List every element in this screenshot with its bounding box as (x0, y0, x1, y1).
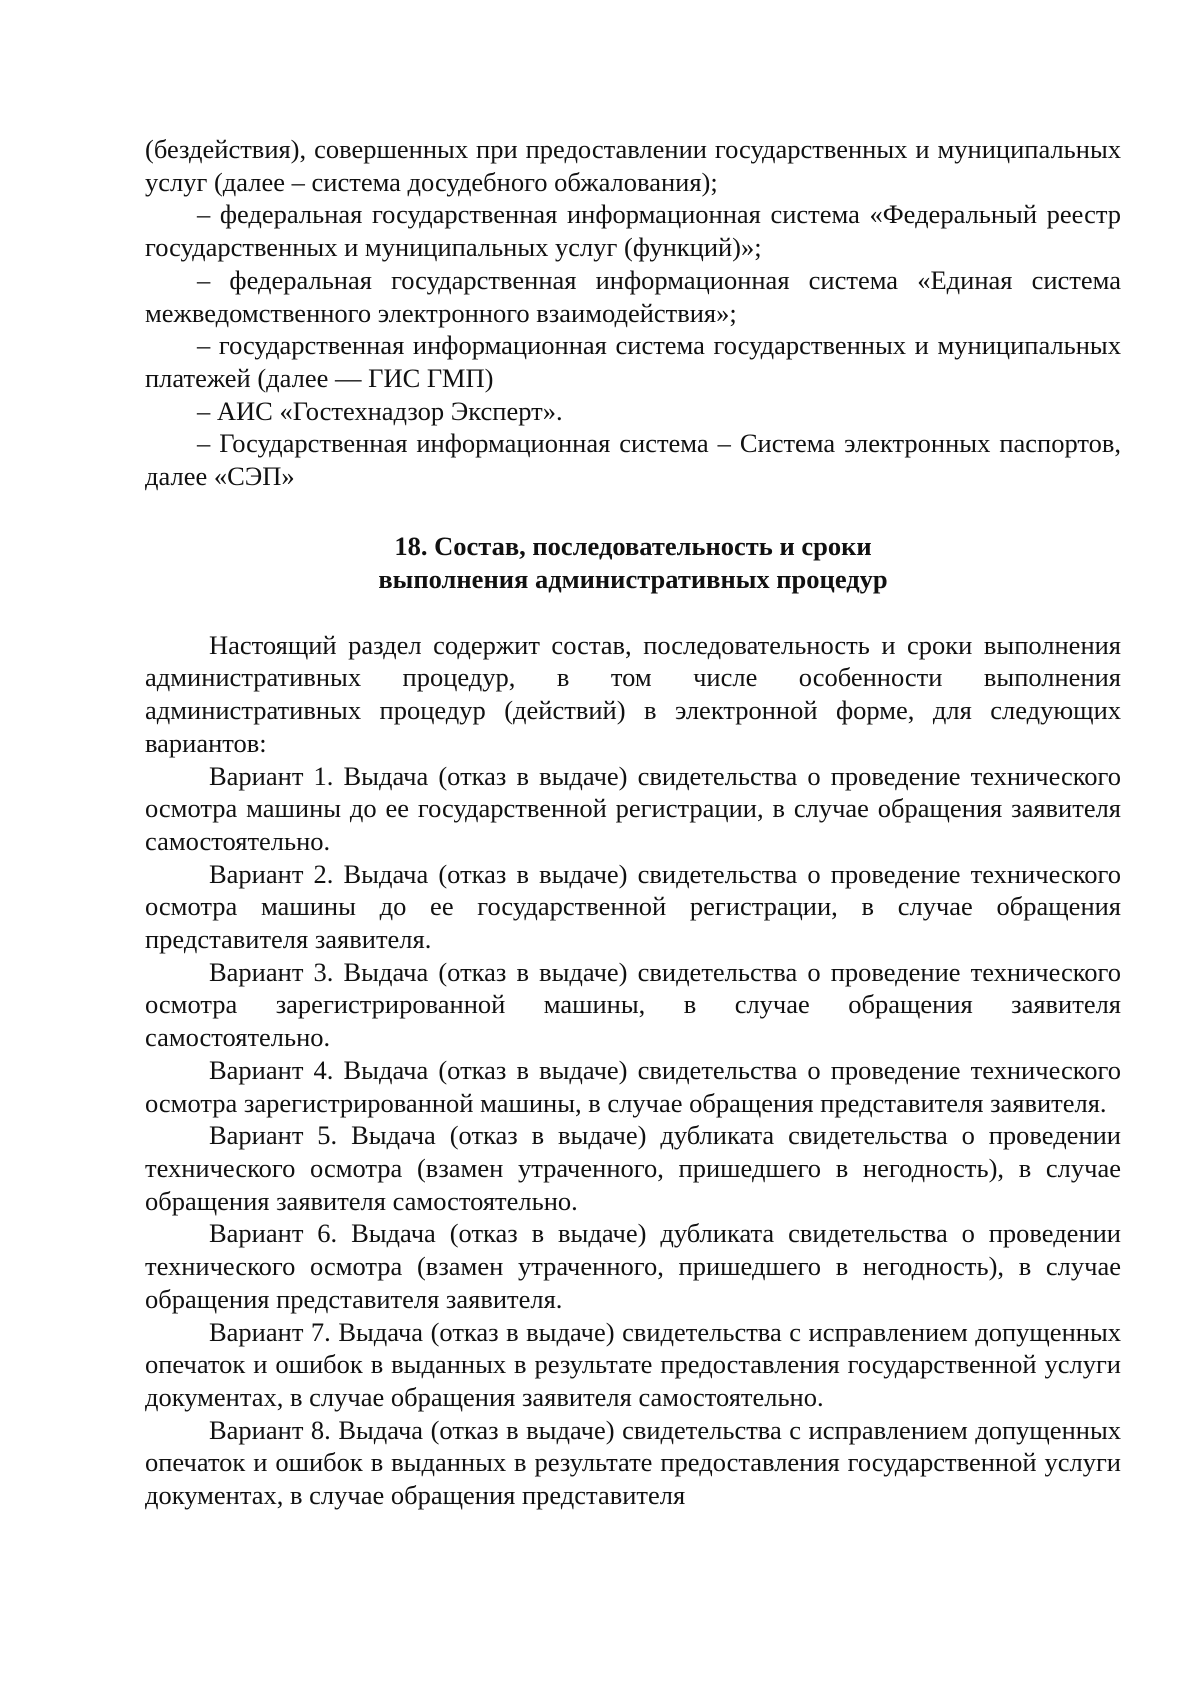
variant-2-paragraph: Вариант 2. Выдача (отказ в выдаче) свидетельства о проведение технического осмотра машины до ее государственной регистрации, в случае обращения представителя заявителя. (145, 858, 1121, 955)
list-item-gis-gmp: – государственная информационная система государственных и муниципальных платежей (далее — ГИС ГМП) (145, 330, 1121, 393)
list-item-frgu: – федеральная государственная информационная система «Федеральный реестр государственных и муниципальных услуг (функций)»; (145, 199, 1121, 263)
section-heading (145, 530, 1121, 596)
variant-7-paragraph: Вариант 7. Выдача (отказ в выдаче) свидетельства с исправлением допущенных опечаток и ошибок в выданных в результате предоставления государственной услуги документах, в случае обращения заявителя самостоятельно. (145, 1316, 1121, 1412)
list-item-ais: – АИС «Гостехнадзор Эксперт». (197, 395, 563, 426)
section-intro-paragraph: Настоящий раздел содержит состав, последовательность и сроки выполнения административных процедур, в том числе особенности выполнения административных процедур (действий) в электронной форме, для следующих вариантов: (145, 629, 1121, 758)
variant-5-paragraph: Вариант 5. Выдача (отказ в выдаче) дубликата свидетельства о проведении технического осмотра (взамен утраченного, пришедшего в негодность), в случае обращения заявителя самостоятельно. (145, 1120, 1121, 1216)
section-heading-line1: 18. Состав, последовательность и сроки (394, 530, 872, 561)
variant-6-paragraph: Вариант 6. Выдача (отказ в выдаче) дубликата свидетельства о проведении технического осмотра (взамен утраченного, пришедшего в негодность), в случае обращения представителя заявителя. (145, 1218, 1121, 1314)
variant-8-paragraph: Вариант 8. Выдача (отказ в выдаче) свидетельства с исправлением допущенных опечаток и ошибок в выданных в результате предоставления государственной услуги документах, в случае обращения представителя (145, 1414, 1121, 1511)
variant-3-paragraph: Вариант 3. Выдача (отказ в выдаче) свидетельства о проведение технического осмотра зарегистрированной машины, в случае обращения заявителя самостоятельно. (145, 956, 1121, 1053)
section-heading-line2: выполнения административных процедур (378, 563, 888, 594)
variant-4-paragraph: Вариант 4. Выдача (отказ в выдаче) свидетельства о проведение технического осмотра зарегистрированной машины, в случае обращения представителя заявителя. (145, 1054, 1121, 1118)
list-item-smev: – федеральная государственная информационная система «Единая система межведомственного электронного взаимодействия»; (145, 264, 1121, 328)
intro-paragraph-continuation: (бездействия), совершенных при предоставлении государственных и муниципальных услуг (далее – система досудебного обжалования); (145, 134, 1121, 197)
list-item-sep: – Государственная информационная система – Система электронных паспортов, далее «СЭП» (145, 428, 1121, 492)
document-page (145, 133, 1121, 1512)
variant-1-paragraph: Вариант 1. Выдача (отказ в выдаче) свидетельства о проведение технического осмотра машины до ее государственной регистрации, в случае обращения заявителя самостоятельно. (145, 760, 1121, 856)
